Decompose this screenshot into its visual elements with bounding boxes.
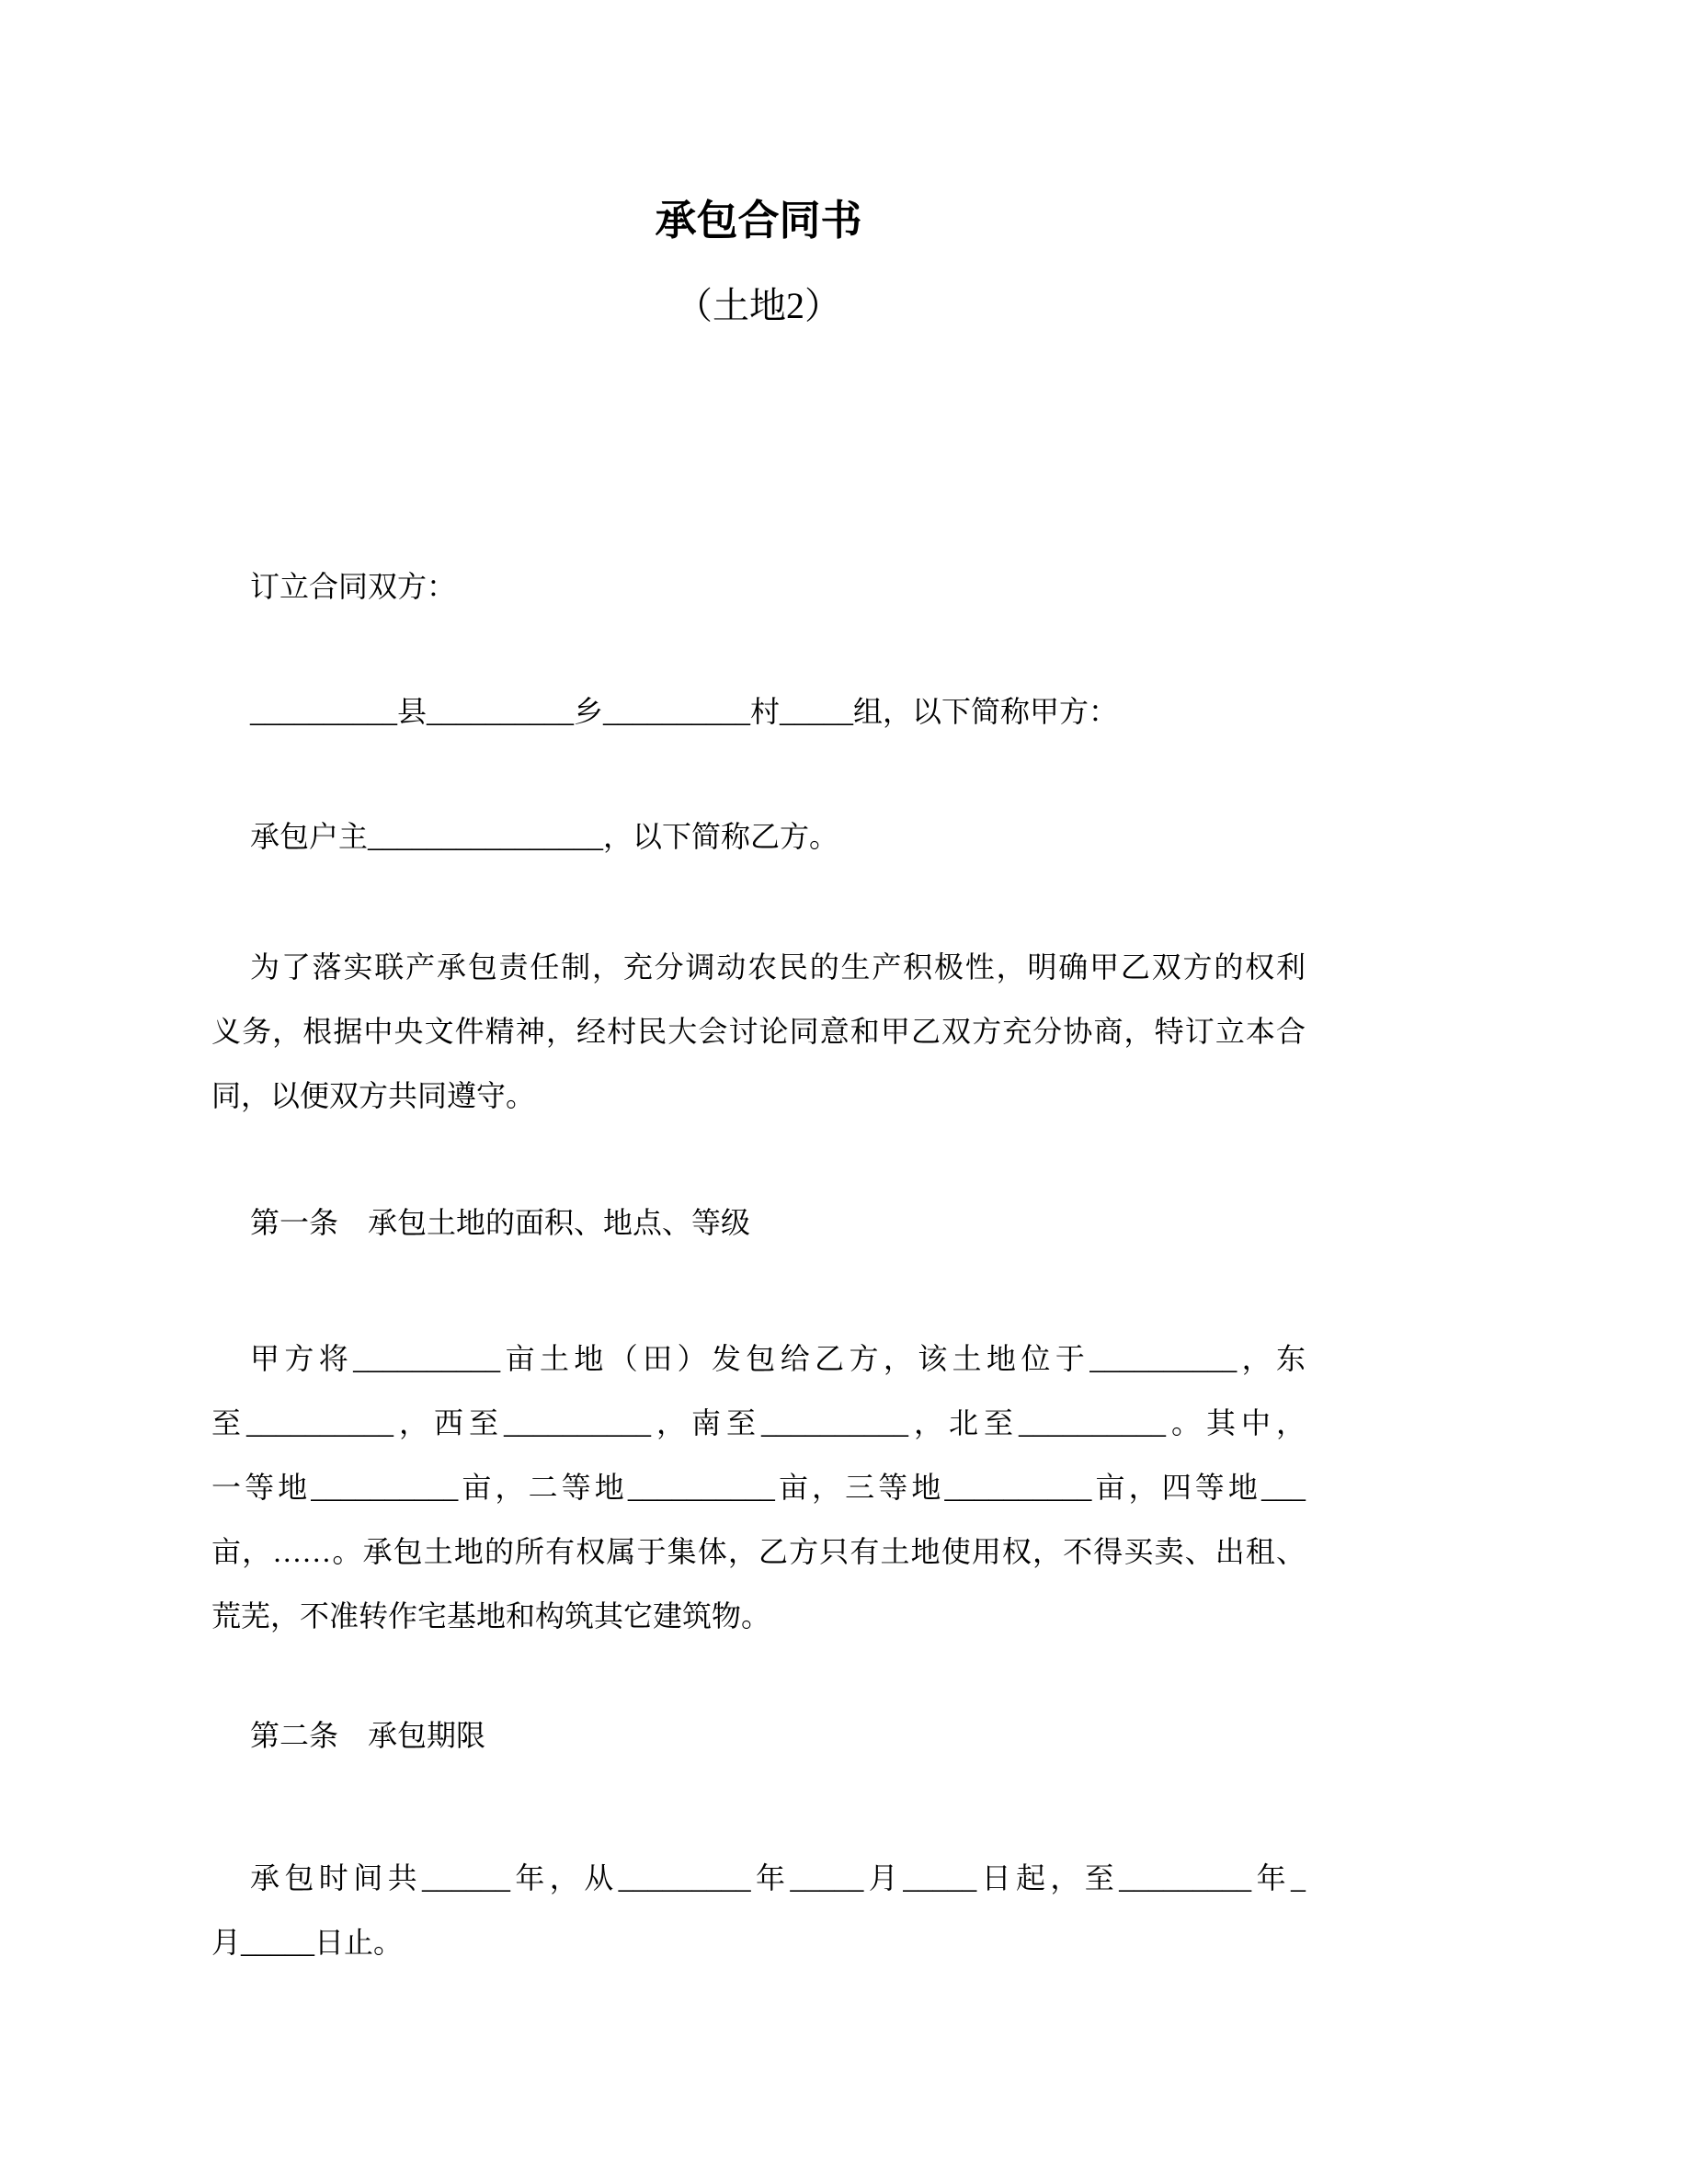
- party-b-blank-line: 承包户主________________，以下简称乙方。: [250, 820, 839, 853]
- party-a-blank-line: __________县__________乡__________村_____组，以下简称甲方：: [250, 695, 1119, 728]
- article-2-heading: [211, 1703, 1306, 1768]
- preamble-line-2: 义务，根据中央文件精神，经村民大会讨论同意和甲乙双方充分协商，特订立本合: [211, 1015, 1306, 1048]
- article-2-heading-line: 第二条 承包期限: [250, 1719, 486, 1752]
- preamble-line-3: 同，以便双方共同遵守。: [211, 1079, 536, 1112]
- preamble-paragraph: [211, 935, 1306, 1128]
- preamble-line-1: 为了落实联产承包责任制，充分调动农民的生产积极性，明确甲乙双方的权利: [250, 950, 1306, 984]
- contract-document: [211, 193, 1306, 1974]
- article-1-line-5: 荒芜，不准转作宅基地和构筑其它建筑物。: [211, 1599, 771, 1632]
- article-1-line-3: 一等地__________亩，二等地__________亩，三等地__________亩，四等地___: [211, 1471, 1306, 1504]
- article-2-line-2: 月_____日止。: [211, 1926, 404, 1959]
- party-a-paragraph: [211, 679, 1306, 744]
- article-2-paragraph: [211, 1846, 1306, 1974]
- article-1-line-4: 亩，……。承包土地的所有权属于集体，乙方只有土地使用权，不得买卖、出租、: [211, 1535, 1306, 1568]
- article-2-line-1: 承包时间共______年，从_________年_____月_____日起，至_________年_: [250, 1861, 1306, 1894]
- contract-subtitle: （土地2）: [676, 285, 841, 326]
- article-1-line-2: 至__________，西至__________，南至__________，北至__________。其中，: [211, 1406, 1306, 1439]
- article-1-line-1: 甲方将__________亩土地（田）发包给乙方，该土地位于__________，东: [250, 1342, 1306, 1375]
- contract-title: 承包合同书: [655, 198, 862, 244]
- parties-intro-paragraph: [211, 554, 1306, 619]
- party-b-paragraph: [211, 804, 1306, 869]
- article-1-heading-line: 第一条 承包土地的面积、地点、等级: [250, 1206, 751, 1239]
- article-1-paragraph: [211, 1326, 1306, 1648]
- article-1-heading: [211, 1190, 1306, 1255]
- parties-intro-line: 订立合同双方：: [250, 570, 457, 603]
